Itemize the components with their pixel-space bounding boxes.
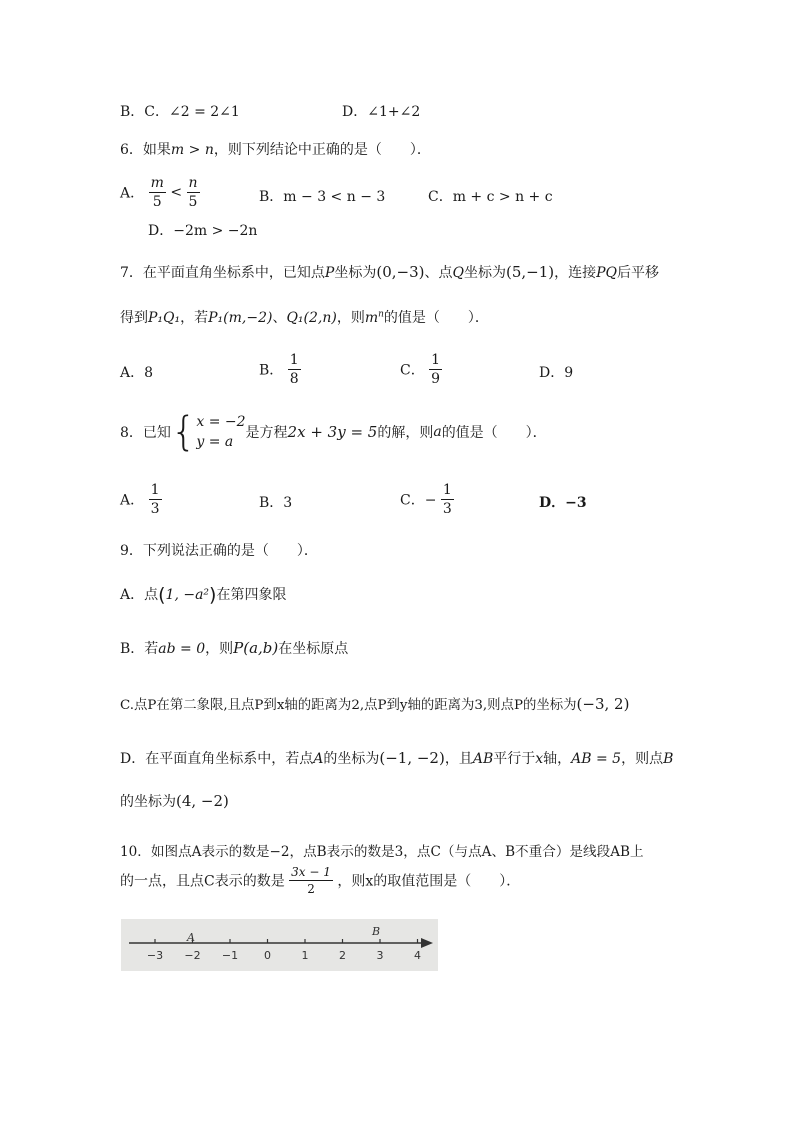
q6-option-d: D．−2m > −2n — [148, 223, 258, 239]
tick-label: −3 — [146, 949, 164, 962]
q7-option-d: D．9 — [539, 365, 574, 381]
q10-fraction: $\frac{3x - 1}{2}$ — [291, 865, 331, 896]
q5-option-b: B．C．∠2 = 2∠1 — [120, 104, 240, 120]
q5-option-d: D．∠1+∠2 — [342, 104, 421, 120]
q7-option-b: B． $\frac{1}{8}$ — [259, 352, 299, 387]
q10-line-2: 的一点，且点C表示的数是 $\frac{3x - 1}{2}$ ，则x的取值范围是（ ）． — [120, 865, 521, 896]
label-a: A — [187, 931, 195, 944]
q8-c-fraction: $\frac{1}{3}$ — [442, 482, 452, 517]
q8-option-c: C．− $\frac{1}{3}$ — [400, 482, 452, 517]
q6-option-a — [120, 176, 200, 209]
q6-a-fraction-2: $\frac{n}{5}$ — [188, 175, 198, 210]
tick-label: 0 — [264, 949, 271, 962]
q8-brace: { — [170, 409, 197, 455]
tick-label: 2 — [339, 949, 346, 962]
label-b: B — [372, 925, 381, 938]
tick-label: 3 — [376, 949, 384, 962]
q6-stem-expr: m > n — [170, 142, 214, 158]
q6-stem-suffix: ，则下列结论中正确的是（ ）． — [213, 142, 431, 158]
q9-option-d-line-1: D．在平面直角坐标系中，若点A的坐标为(−1, −2)，且AB平行于x轴，AB = 5，则点B — [120, 749, 674, 767]
q9-option-c: C.点P在第二象限,且点P到x轴的距离为2,点P到y轴的距离为3,则点P的坐标为(−3, 2) — [120, 695, 630, 713]
number-line-figure — [121, 919, 438, 971]
q9-option-d-line-2: 的坐标为(4, −2) — [120, 792, 229, 810]
q8-option-a: A． $\frac{1}{3}$ — [120, 482, 160, 517]
tick-label: −2 — [184, 949, 201, 962]
q7-line-2: 得到P₁Q₁，若P₁(m,−2)、Q₁(2,n)，则$m^n$的值是（ ）． — [120, 309, 489, 326]
q8-a-fraction: $\frac{1}{3}$ — [150, 482, 160, 517]
q6-stem-prefix: 6．如果 — [120, 142, 171, 158]
q8-system: x = −2 y = a — [196, 414, 246, 450]
q10-line-1: 10．如图点A表示的数是−2，点B表示的数是3，点C（与点A、B不重合）是线段AB上 — [120, 844, 644, 860]
q8-option-b: B．3 — [259, 495, 293, 511]
q9-stem: 9．下列说法正确的是（ ）． — [120, 543, 318, 559]
number-line-svg — [121, 919, 438, 971]
q8-stem: 8．已知{ x = −2 y = a 是方程2x + 3y = 5的解，则a的值是（ ）． — [120, 409, 547, 455]
q6-stem — [120, 139, 431, 159]
q6-a-op: < — [170, 184, 183, 201]
q6-a-label: A． — [120, 185, 145, 202]
q8-option-d: D．−3 — [539, 495, 587, 511]
q9-option-b: B．若ab = 0，则P(a,b)在坐标原点 — [120, 639, 349, 657]
q7-b-fraction: $\frac{1}{8}$ — [289, 352, 299, 387]
q6-option-c: C．m + c > n + c — [428, 189, 553, 205]
q7-c-fraction: $\frac{1}{9}$ — [431, 352, 441, 387]
number-line-arrow — [421, 938, 433, 948]
tick-label: −1 — [221, 949, 239, 962]
tick-label: 4 — [414, 949, 421, 962]
q7-line-1: 7．在平面直角坐标系中，已知点P坐标为(0,−3)、点Q坐标为(5,−1)，连接PQ后平移 — [120, 263, 660, 281]
q6-option-b: B．m − 3 < n − 3 — [259, 189, 386, 205]
tick-label: 1 — [301, 949, 309, 962]
q7-option-c: C． $\frac{1}{9}$ — [400, 352, 441, 387]
q7-option-a: A．8 — [120, 365, 154, 381]
q9-option-a: A．点(1, −a²)在第四象限 — [120, 584, 287, 606]
q6-a-fraction-1: $\frac{m}{5}$ — [150, 175, 164, 210]
